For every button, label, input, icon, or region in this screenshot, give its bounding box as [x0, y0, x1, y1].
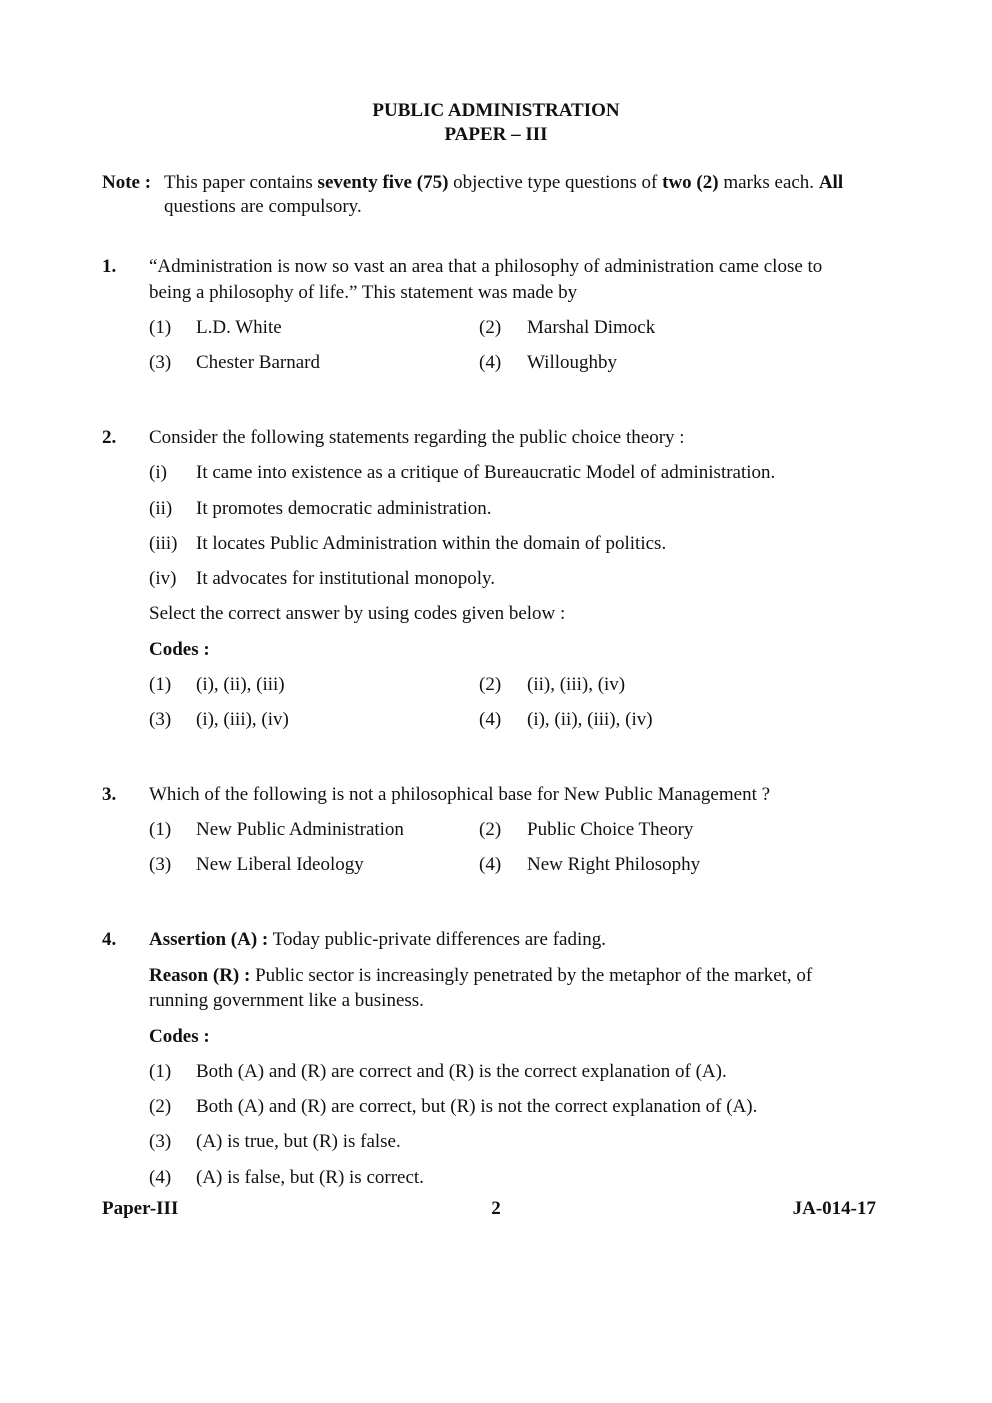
q2-option-2-text: (ii), (iii), (iv) — [527, 674, 626, 695]
q4-option-1-label: (1) — [149, 1061, 172, 1082]
q2-text: Consider the following statements regarding the public choice theory : — [149, 427, 685, 448]
q1-number: 1. — [102, 256, 117, 277]
q4-codes-label: Codes : — [149, 1026, 210, 1047]
q3-option-3-label: (3) — [149, 854, 172, 875]
note-t3: marks each. — [718, 172, 819, 193]
paper-code: JA-014-17 — [792, 1198, 876, 1219]
q2-number: 2. — [102, 427, 117, 448]
q2-codes-label: Codes : — [149, 639, 210, 660]
q4-reason — [149, 963, 876, 988]
q3-text: Which of the following is not a philosophical base for New Public Management ? — [149, 784, 771, 805]
q2-statement-2-label: (ii) — [149, 498, 173, 519]
q3-option-2-text: Public Choice Theory — [527, 819, 694, 840]
q1-text-line1: “Administration is now so vast an area that a philosophy of administration came close to — [149, 256, 823, 277]
q1-option-2-label: (2) — [479, 317, 502, 338]
q3-option-3-text: New Liberal Ideology — [196, 854, 364, 875]
q2-select-instruction: Select the correct answer by using codes given below : — [149, 603, 566, 624]
q1-option-4-label: (4) — [479, 352, 502, 373]
note-text — [164, 170, 899, 195]
q4-assertion-label: Assertion (A) : — [149, 929, 269, 950]
q2-statement-1-text: It came into existence as a critique of Bureaucratic Model of administration. — [196, 462, 776, 483]
q4-option-4-label: (4) — [149, 1167, 172, 1188]
q3-option-4-text: New Right Philosophy — [527, 854, 701, 875]
q2-option-4-label: (4) — [479, 709, 502, 730]
q3-option-4-label: (4) — [479, 854, 502, 875]
note-label: Note : — [102, 172, 152, 193]
q2-option-2-label: (2) — [479, 674, 502, 695]
q4-option-1-text: Both (A) and (R) are correct and (R) is the correct explanation of (A). — [196, 1061, 727, 1082]
q4-option-3-text: (A) is true, but (R) is false. — [196, 1131, 401, 1152]
q1-option-3-label: (3) — [149, 352, 172, 373]
q4-reason-text: Public sector is increasingly penetrated by the metaphor of the market, of — [250, 965, 813, 986]
note-t2: objective type questions of — [448, 172, 663, 193]
q2-statement-4-text: It advocates for institutional monopoly. — [196, 568, 496, 589]
q1-option-1-text: L.D. White — [196, 317, 282, 338]
q2-statement-1-label: (i) — [149, 462, 167, 483]
note-b3: All — [818, 172, 844, 193]
q4-assertion-text: Today public-private differences are fading. — [268, 929, 606, 950]
q2-statement-3-label: (iii) — [149, 533, 178, 554]
q4-assertion — [149, 927, 876, 952]
page-number: 2 — [491, 1198, 501, 1219]
q4-option-2-text: Both (A) and (R) are correct, but (R) is not the correct explanation of (A). — [196, 1096, 758, 1117]
q4-option-2-label: (2) — [149, 1096, 172, 1117]
paper-subject: PUBLIC ADMINISTRATION — [372, 100, 620, 121]
q3-option-1-text: New Public Administration — [196, 819, 404, 840]
q1-text-line2: being a philosophy of life.” This statement was made by — [149, 282, 578, 303]
q2-statement-3-text: It locates Public Administration within the domain of politics. — [196, 533, 667, 554]
q1-option-2-text: Marshal Dimock — [527, 317, 656, 338]
footer-paper-label: Paper-III — [102, 1198, 179, 1219]
q2-statement-2-text: It promotes democratic administration. — [196, 498, 492, 519]
q2-option-4-text: (i), (ii), (iii), (iv) — [527, 709, 653, 730]
q4-option-4-text: (A) is false, but (R) is correct. — [196, 1167, 424, 1188]
q2-option-1-label: (1) — [149, 674, 172, 695]
q2-option-3-text: (i), (iii), (iv) — [196, 709, 289, 730]
q2-option-1-text: (i), (ii), (iii) — [196, 674, 285, 695]
q2-option-3-label: (3) — [149, 709, 172, 730]
q2-statement-4-label: (iv) — [149, 568, 177, 589]
q4-number: 4. — [102, 929, 117, 950]
note-line2: questions are compulsory. — [164, 196, 362, 217]
q4-reason-label: Reason (R) : — [149, 965, 251, 986]
paper-number: PAPER – III — [444, 124, 548, 145]
q1-option-4-text: Willoughby — [527, 352, 618, 373]
q1-option-3-text: Chester Barnard — [196, 352, 320, 373]
q1-option-1-label: (1) — [149, 317, 172, 338]
q3-option-1-label: (1) — [149, 819, 172, 840]
note-b2: two (2) — [662, 172, 719, 193]
note-t1: This paper contains — [164, 172, 318, 193]
q3-number: 3. — [102, 784, 117, 805]
q3-option-2-label: (2) — [479, 819, 502, 840]
note-b1: seventy five (75) — [317, 172, 449, 193]
q4-option-3-label: (3) — [149, 1131, 172, 1152]
q4-reason-line2: running government like a business. — [149, 990, 424, 1011]
